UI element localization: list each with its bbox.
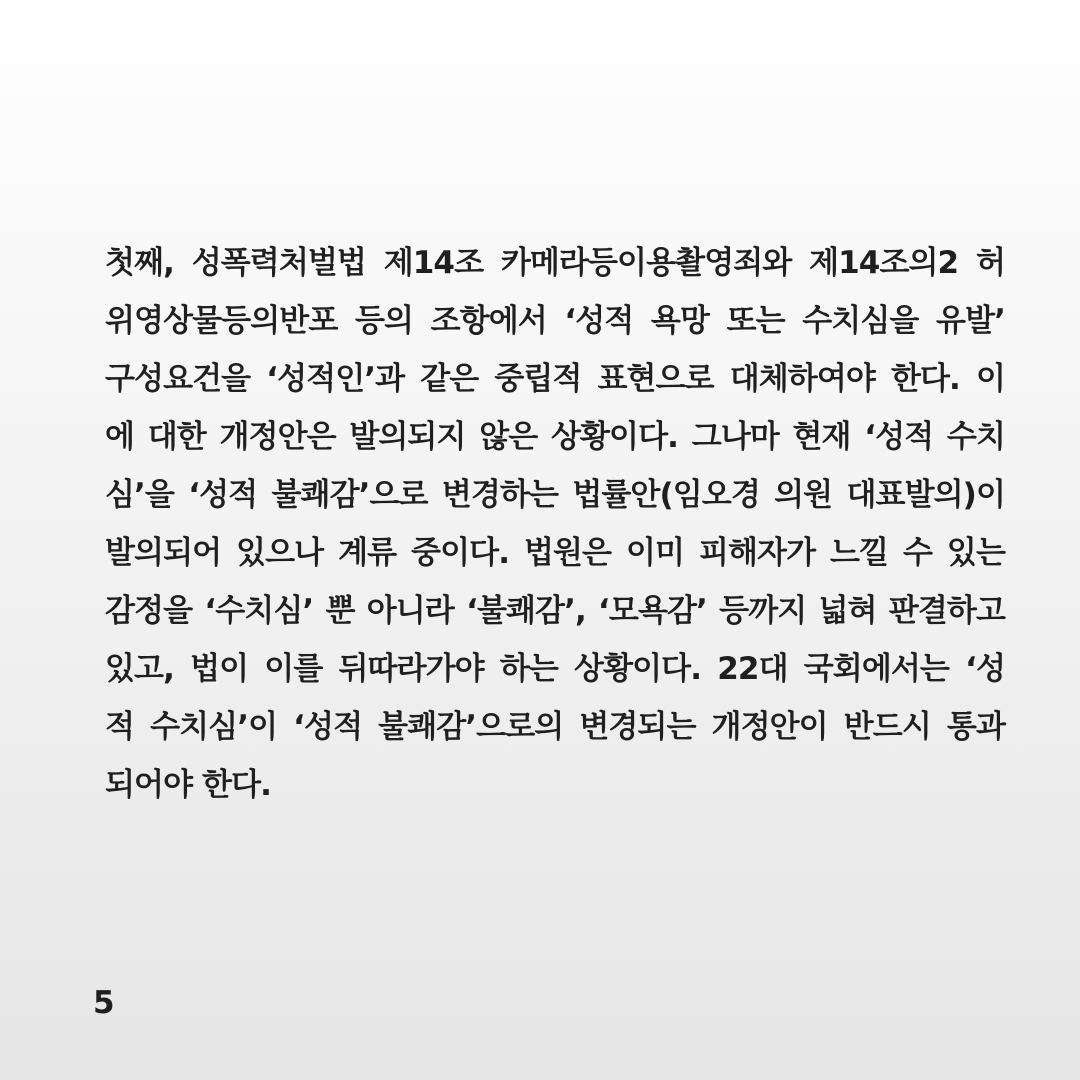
body-line-8: 있고, 법이 이를 뒤따라가야 하는 상황이다. 22대 국회에서는 ‘성: [105, 651, 1005, 687]
body-line-6: 발의되어 있으나 계류 중이다. 법원은 이미 피해자가 느낄 수 있는: [105, 535, 1005, 571]
body-paragraph: [105, 234, 1005, 814]
body-line-7: 감정을 ‘수치심’ 뿐 아니라 ‘불쾌감’, ‘모욕감’ 등까지 넓혀 판결하고: [105, 593, 1005, 629]
body-line-5: 심’을 ‘성적 불쾌감’으로 변경하는 법률안(임오경 의원 대표발의)이: [105, 477, 1005, 513]
body-line-10: 되어야 한다.: [105, 767, 271, 803]
body-line-9: 적 수치심’이 ‘성적 불쾌감’으로의 변경되는 개정안이 반드시 통과: [105, 709, 1005, 745]
body-line-1: 첫째, 성폭력처벌법 제14조 카메라등이용촬영죄와 제14조의2 허: [105, 245, 1005, 281]
body-line-2: 위영상물등의반포 등의 조항에서 ‘성적 욕망 또는 수치심을 유발’: [105, 303, 1005, 339]
page-number: 5: [93, 985, 115, 1021]
body-line-4: 에 대한 개정안은 발의되지 않은 상황이다. 그나마 현재 ‘성적 수치: [105, 419, 1005, 455]
body-line-3: 구성요건을 ‘성적인’과 같은 중립적 표현으로 대체하여야 한다. 이: [105, 361, 1005, 397]
